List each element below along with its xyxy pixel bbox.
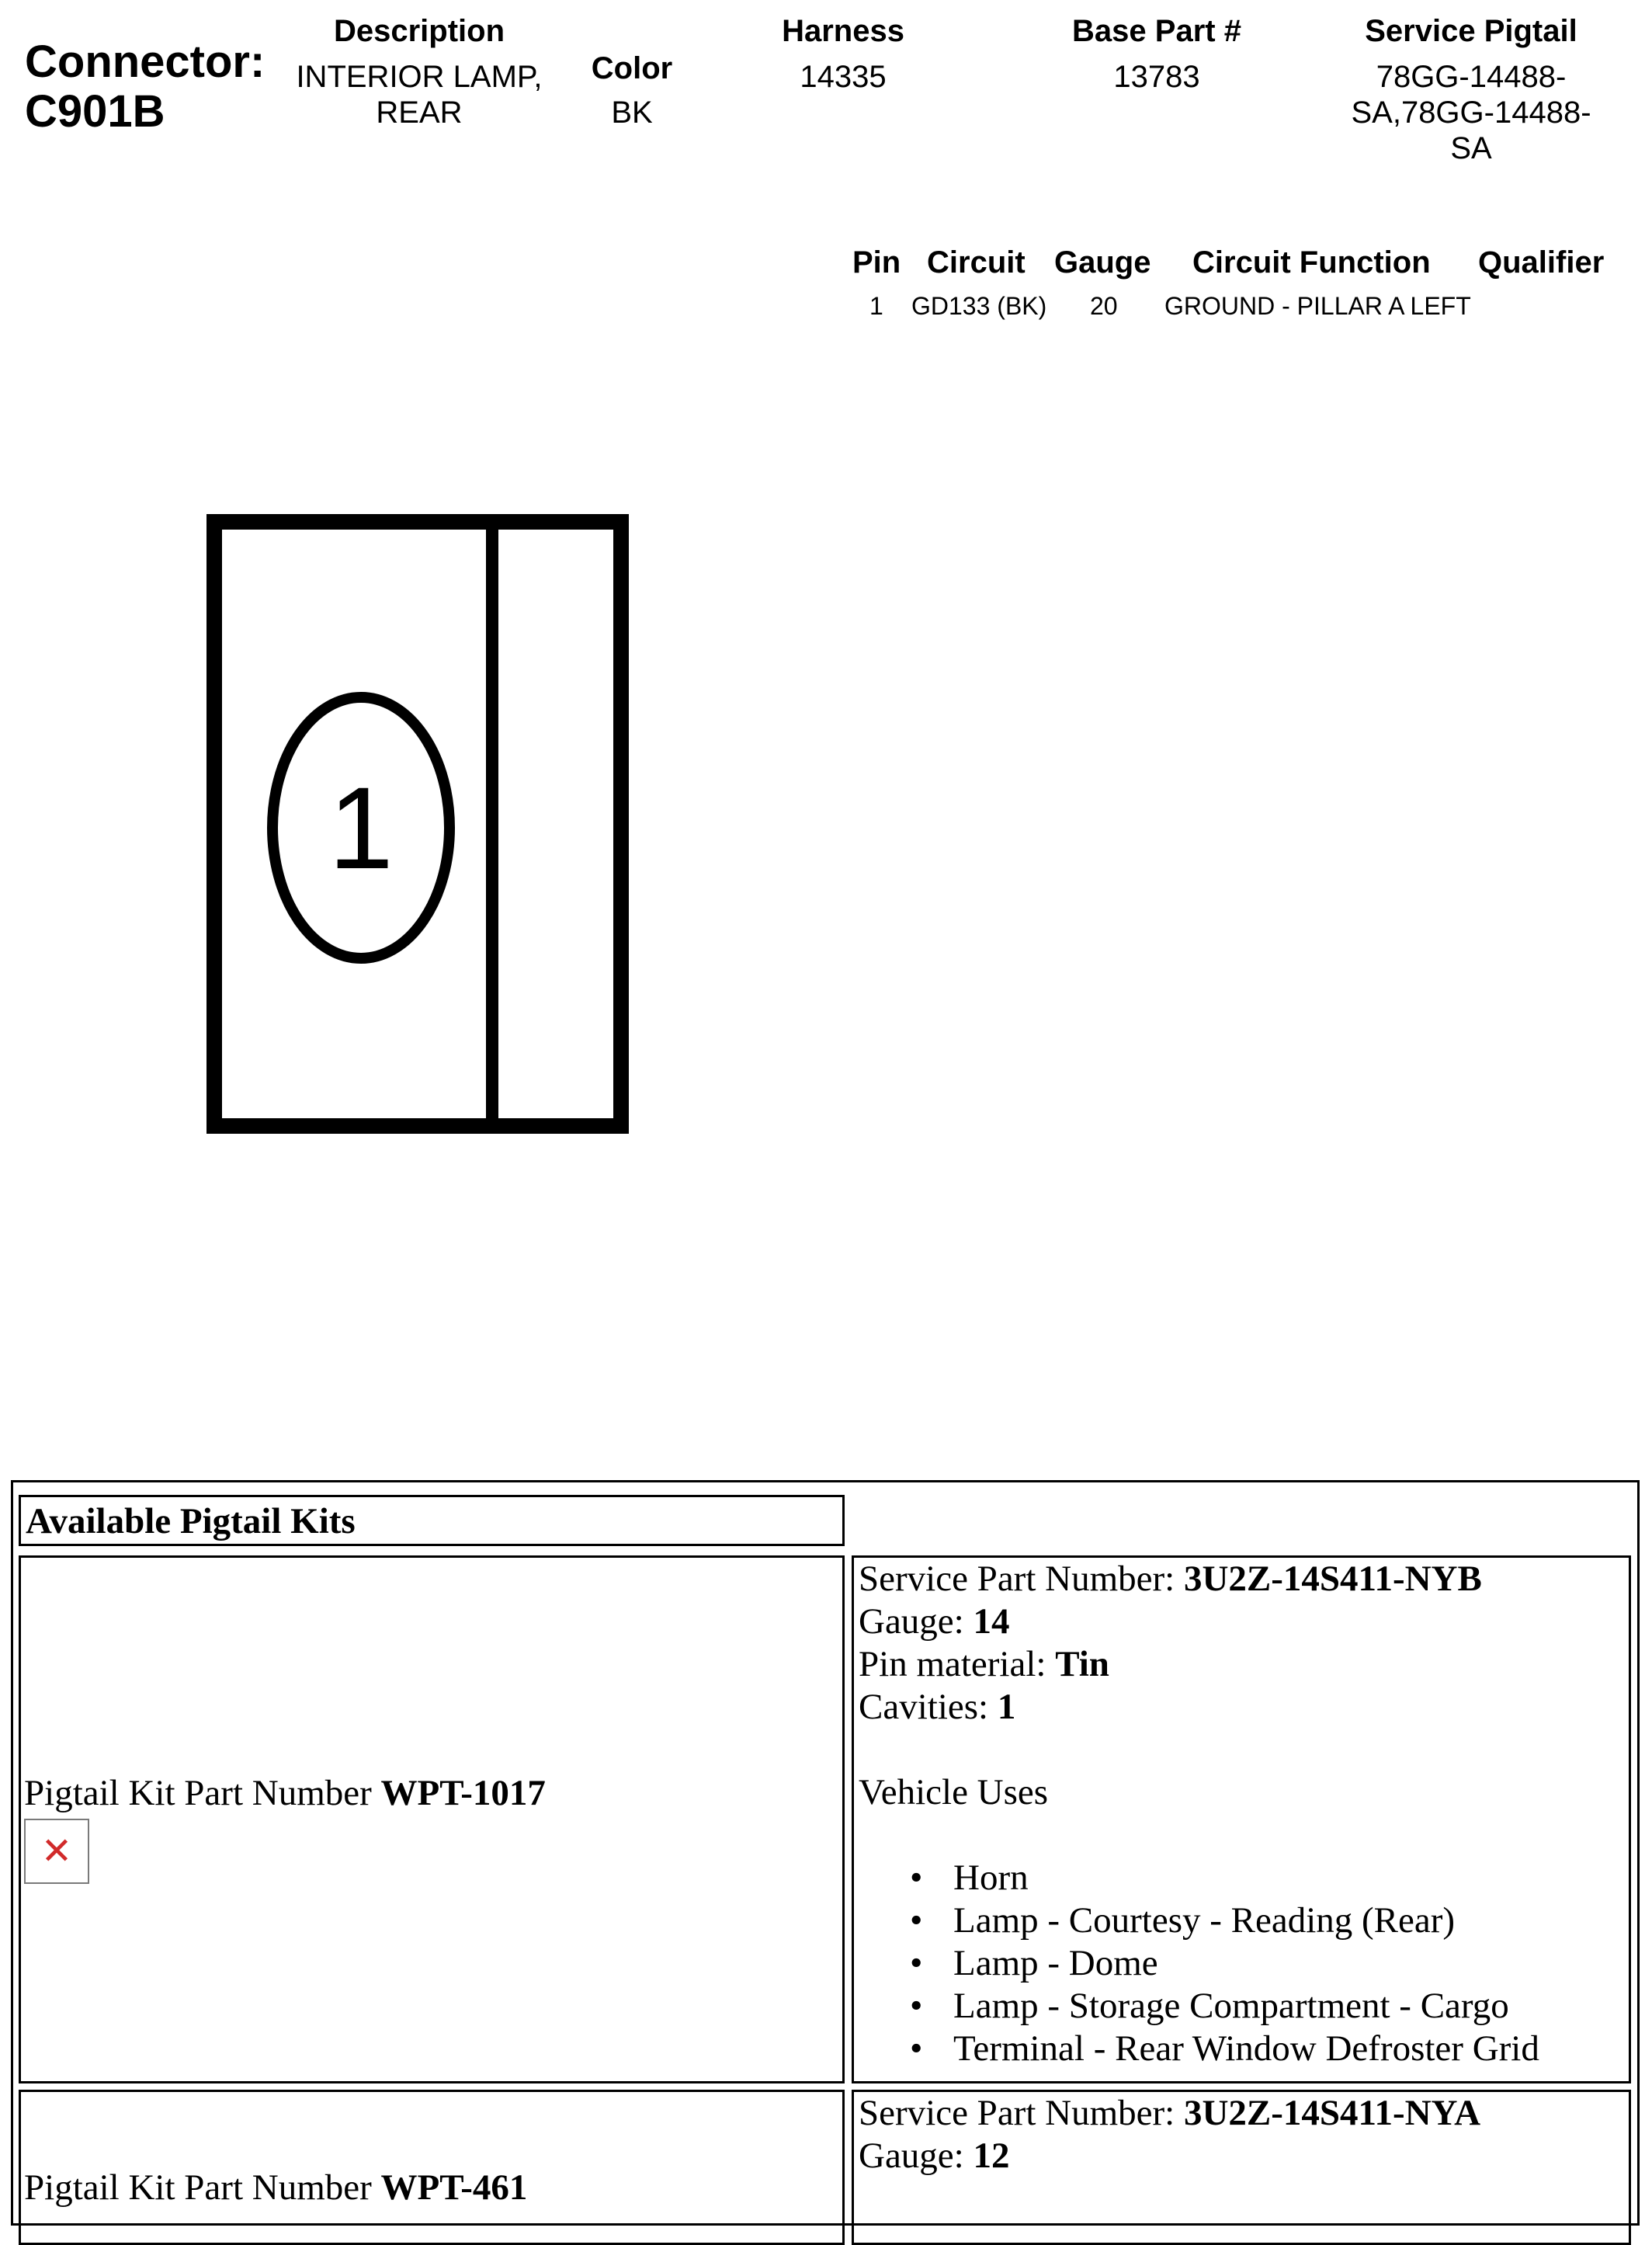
gauge-label: Gauge: bbox=[859, 1601, 974, 1642]
pin-material-value: Tin bbox=[1055, 1644, 1109, 1684]
kit-1-image-placeholder bbox=[24, 1819, 89, 1884]
description-header: Description bbox=[333, 14, 505, 48]
harness-header: Harness bbox=[782, 14, 904, 48]
cavities-label: Cavities: bbox=[859, 1687, 998, 1727]
service-pigtail-header: Service Pigtail bbox=[1365, 14, 1577, 48]
gauge-value: 12 bbox=[973, 2136, 1010, 2176]
kit-1-vehicle-uses-list bbox=[859, 1857, 1629, 2070]
pigtail-kits-title-cell bbox=[19, 1495, 845, 1546]
kit-2-gauge bbox=[859, 2135, 1629, 2177]
list-item: • Lamp - Dome bbox=[859, 1942, 1629, 1985]
pigtail-kits-table bbox=[11, 1480, 1640, 2226]
service-part-value: 3U2Z-14S411-NYA bbox=[1183, 2093, 1481, 2133]
service-pigtail-value bbox=[1312, 59, 1630, 166]
pin-cell: 1 bbox=[869, 292, 883, 320]
kit-1-service-part bbox=[859, 1558, 1629, 1600]
description-line-2: REAR bbox=[376, 96, 463, 130]
service-part-label: Service Part Number: bbox=[859, 2093, 1184, 2133]
kit-2-service-part bbox=[859, 2092, 1629, 2135]
kit-1-label: Pigtail Kit Part Number bbox=[24, 1773, 381, 1813]
connector-label: Connector: bbox=[25, 36, 266, 87]
circuit-function-col-header: Circuit Function bbox=[1192, 245, 1431, 280]
circuit-cell: GD133 (BK) bbox=[911, 292, 1047, 320]
kit-2-left-cell bbox=[19, 2090, 845, 2245]
function-cell: GROUND - PILLAR A LEFT bbox=[1164, 292, 1471, 320]
kit-1-cavities bbox=[859, 1686, 1629, 1729]
base-part-header: Base Part # bbox=[1072, 14, 1241, 48]
harness-value: 14335 bbox=[800, 60, 887, 94]
color-value: BK bbox=[611, 96, 653, 130]
kit-1-number: WPT-1017 bbox=[380, 1773, 546, 1813]
gauge-cell: 20 bbox=[1090, 292, 1118, 320]
list-item: • Lamp - Courtesy - Reading (Rear) bbox=[859, 1899, 1629, 1942]
kit-1-gauge bbox=[859, 1600, 1629, 1643]
kit-2-label: Pigtail Kit Part Number bbox=[24, 2167, 381, 2208]
kit-1-left-cell bbox=[19, 1555, 845, 2083]
qualifier-col-header: Qualifier bbox=[1478, 245, 1605, 280]
kit-1-part-number bbox=[24, 1772, 546, 1815]
description-line-1: INTERIOR LAMP, bbox=[296, 60, 543, 94]
kit-2-part-number bbox=[24, 2167, 527, 2209]
kit-1-pin-material bbox=[859, 1643, 1629, 1686]
broken-image-icon: ✕ bbox=[40, 1830, 73, 1873]
pin-cavity-label: 1 bbox=[328, 763, 394, 893]
service-part-label: Service Part Number: bbox=[859, 1559, 1184, 1599]
list-item: • Terminal - Rear Window Defroster Grid bbox=[859, 2028, 1629, 2070]
service-part-value: 3U2Z-14S411-NYB bbox=[1183, 1559, 1482, 1599]
service-pigtail-line-3: SA bbox=[1450, 131, 1492, 165]
color-header: Color bbox=[591, 51, 673, 85]
cavities-value: 1 bbox=[997, 1687, 1016, 1727]
list-item: • Lamp - Storage Compartment - Cargo bbox=[859, 1985, 1629, 2028]
gauge-label: Gauge: bbox=[859, 2136, 974, 2176]
circuit-col-header: Circuit bbox=[927, 245, 1026, 280]
service-pigtail-line-2: SA,78GG-14488- bbox=[1351, 96, 1591, 130]
connector-face-diagram bbox=[0, 0, 699, 1165]
pin-col-header: Pin bbox=[852, 245, 901, 280]
pin-material-label: Pin material: bbox=[859, 1644, 1056, 1684]
service-pigtail-line-1: 78GG-14488- bbox=[1376, 60, 1567, 94]
pigtail-kits-title: Available Pigtail Kits bbox=[26, 1501, 356, 1541]
kit-2-number: WPT-461 bbox=[380, 2167, 528, 2208]
kit-1-details-cell bbox=[852, 1555, 1631, 2083]
base-part-value: 13783 bbox=[1113, 60, 1200, 94]
list-item: • Horn bbox=[859, 1857, 1629, 1899]
kit-1-vehicle-uses-label: Vehicle Uses bbox=[859, 1772, 1049, 1812]
kit-2-details-cell bbox=[852, 2090, 1631, 2245]
connector-id: C901B bbox=[25, 86, 165, 137]
gauge-value: 14 bbox=[973, 1601, 1010, 1642]
gauge-col-header: Gauge bbox=[1054, 245, 1151, 280]
